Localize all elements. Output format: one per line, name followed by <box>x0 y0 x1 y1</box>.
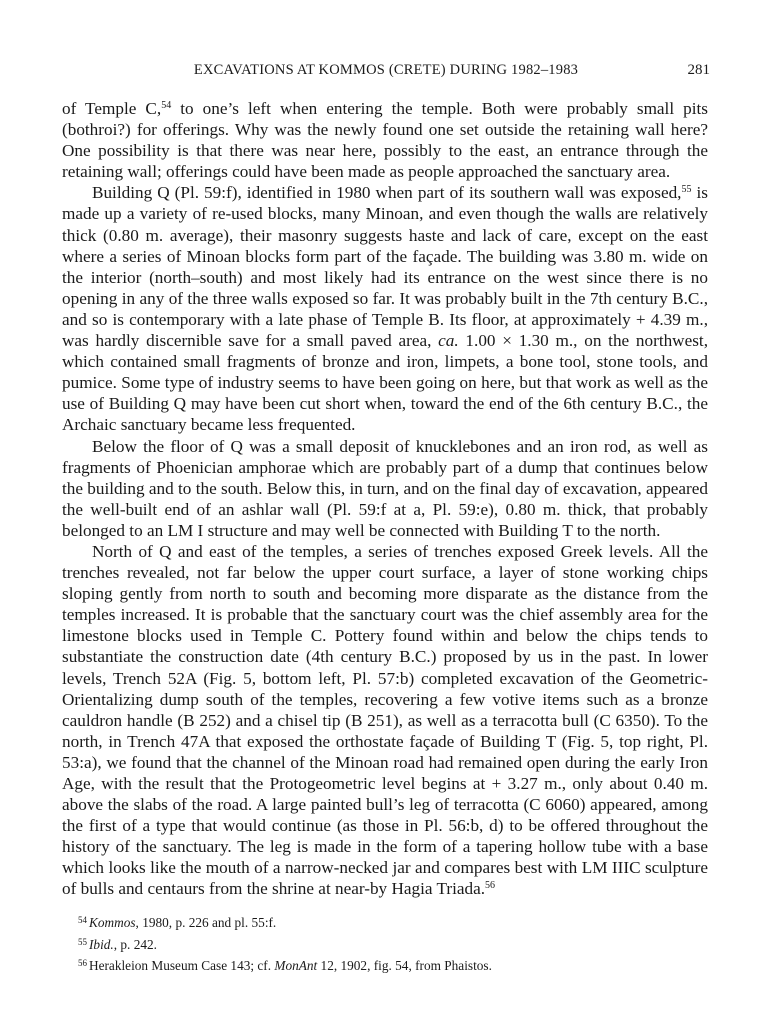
era-abbrev: B.C. <box>399 647 431 667</box>
paragraph-2: Building Q (Pl. 59:f), identified in 1980 when part of its southern wall was exposed,$^{55}$ is made up a variety of re-used blocks, many Minoan, and even though the walls are relatively thick (0.80 m. average), their masonry suggests haste and lack of care, except on the east where a series of Minoan blocks form part of the façade. The building was 3.80 m. wide on the interior (north–south) and most likely had its entrance on the west since there is no opening in any of the three walls exposed so far. It was probably built in the 7th century B.C., and so is contemporary with a late phase of Temple B. Its floor, at approximately + 4.39 m., was hardly discernible save for a small paved area, ca. 1.00 × 1.30 m., on the northwest, which contained small fragments of bronze and iron, limpets, a bone tool, stone tools, and pumice. Some type of industry seems to have been going on here, but that work as well as the use of Building Q may have been cut short when, toward the end of the 6th century B.C., the Archaic sanctuary became less frequented. <box>62 183 709 435</box>
footnote-56: $^{56}$ Herakleion Museum Case 143; cf. MonAnt 12, 1902, fig. 54, from Phaistos. <box>78 958 492 973</box>
body-text <box>62 98 708 900</box>
circa-abbrev: ca. <box>438 331 459 351</box>
footnote-55: $^{55}$ Ibid., p. 242. <box>78 936 157 952</box>
paragraph-3: Below the floor of Q was a small deposit of knucklebones and an iron rod, as well as fragments of Phoenician amphorae which are probably part of a dump that continues below the building and to the south. Below this, in turn, and on the final day of excavation, appeared the well-built end of an ashlar wall (Pl. 59:f at a, Pl. 59:e), 0.80 m. thick, that probably belonged to an LM I structure and may well be connected with Building T to the north. <box>62 436 708 540</box>
footnote-number: 54 <box>78 915 87 925</box>
page-number: 281 <box>687 62 710 78</box>
running-head <box>62 62 710 82</box>
running-title: EXCAVATIONS AT KOMMOS (CRETE) DURING 1982–1983 <box>193 62 579 78</box>
paragraph-1: of Temple C,$^{54}$ to one’s left when entering the temple. Both were probably small pits (bothroi?) for offerings. Why was the newly found one set outside the retaining wall here? One possibility is that there was near here, possibly to the east, an entrance through the retaining wall; offerings could have been made as people approached the sanctuary area. <box>62 99 708 182</box>
footnote-number: 56 <box>78 958 87 968</box>
footnote-54: $^{54}$ Kommos, 1980, p. 226 and pl. 55:f. <box>78 915 277 930</box>
era-abbrev: B.C. <box>672 288 704 308</box>
paragraph-4: North of Q and east of the temples, a series of trenches exposed Greek levels. All the trenches revealed, not far below the upper court surface, a layer of stone working chips sloping gently from north to south and becoming more disparate as the distance from the temples increased. It is probable that the sanctuary court was the chief assembly area for the limestone blocks used in Temple C. Pottery found within and below the chips tends to substantiate the construction date (4th century B.C.) proposed by us in the past. In lower levels, Trench 52A (Fig. 5, bottom left, Pl. 57:b) completed excavation of the Geometric-Orientalizing dump south of the temples, recovering a few votive items such as a bronze cauldron handle (B 252) and a chisel tip (B 251), as well as a terracotta bull (C 6350). To the north, in Trench 47A that exposed the orthostate façade of Building T (Fig. 5, top right, Pl. 53:a), we found that the channel of the Minoan road had remained open during the early Iron Age, with the result that the Protogeometric level begins at + 3.27 m., only about 0.40 m. above the slabs of the road. A large painted bull’s leg of terracotta (C 6060) appeared, among the first of a type that would continue (as those in Pl. 56:b, d) to be offered throughout the history of the sanctuary. The leg is made in the form of a tapering hollow tube with a base which looks like the mouth of a narrow-necked jar and compares best with LM IIIC sculpture of bulls and centaurs from the shrine at near-by Hagia Triada.$^{56}$ <box>62 541 708 899</box>
era-abbrev: B.C. <box>646 394 678 414</box>
footnote-ref-55[interactable]: 55 <box>681 184 692 196</box>
footnote-ref-56[interactable]: 56 <box>485 880 496 892</box>
footnote-number: 55 <box>78 936 87 947</box>
footnotes <box>62 911 708 976</box>
footnote-ref-54[interactable]: 54 <box>161 100 172 111</box>
